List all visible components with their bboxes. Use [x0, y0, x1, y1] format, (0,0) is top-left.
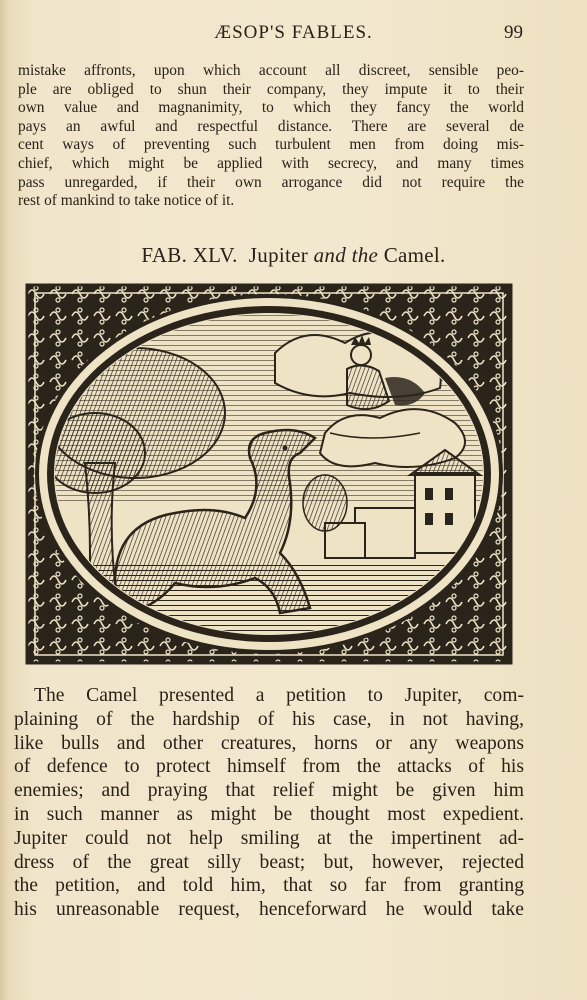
page-gutter-shadow — [0, 0, 8, 1000]
fable-number: FAB. XLV. — [141, 243, 238, 267]
fable-title-conjunction: and the — [313, 243, 379, 267]
running-title: ÆSOP'S FABLES. — [214, 22, 373, 43]
text-line: cent ways of preventing such turbulent men from doing mis- — [18, 136, 524, 154]
text-line: mistake affronts, upon which account all discreet, sensible peo- — [18, 62, 524, 79]
text-line: pays an awful and respectful distance. There are several de — [18, 117, 524, 135]
text-line: chief, which might be applied with secrecy, and many times — [18, 154, 524, 172]
text-line: his unreasonable request, henceforward he would take — [14, 899, 524, 921]
fable-title-jupiter: Jupiter — [248, 243, 309, 267]
continuation-paragraph — [18, 62, 524, 211]
text-line: enemies; and praying that relief might be given him — [14, 780, 524, 802]
fable-text — [14, 684, 524, 922]
text-line: The Camel presented a petition to Jupiter, com- — [34, 685, 524, 706]
fable-title-camel: Camel. — [383, 243, 446, 267]
text-line: plaining of the hardship of his case, in not having, — [14, 708, 524, 730]
woodcut-illustration — [25, 283, 513, 665]
text-line: of defence to protect himself from the attacks of his — [14, 756, 524, 778]
text-line: own value and magnanimity, to which they fancy the world — [18, 99, 524, 117]
text-line: Jupiter could not help smiling at the impertinent ad- — [14, 827, 524, 849]
fable-heading — [0, 243, 587, 268]
text-line: ple are obliged to shun their company, they impute it to their — [18, 80, 524, 98]
text-line: like bulls and other creatures, horns or any weapons — [14, 732, 524, 754]
text-line: rest of mankind to take notice of it. — [18, 192, 235, 210]
text-line: in such manner as might be thought most expedient. — [14, 803, 524, 825]
text-line: the petition, and told him, that so far from granting — [14, 875, 524, 897]
text-line: dress of the great silly beast; but, however, rejected — [14, 851, 524, 873]
text-line: pass unregarded, if their own arrogance did not require the — [18, 173, 524, 191]
running-head — [0, 22, 587, 50]
page-number: 99 — [504, 22, 523, 43]
